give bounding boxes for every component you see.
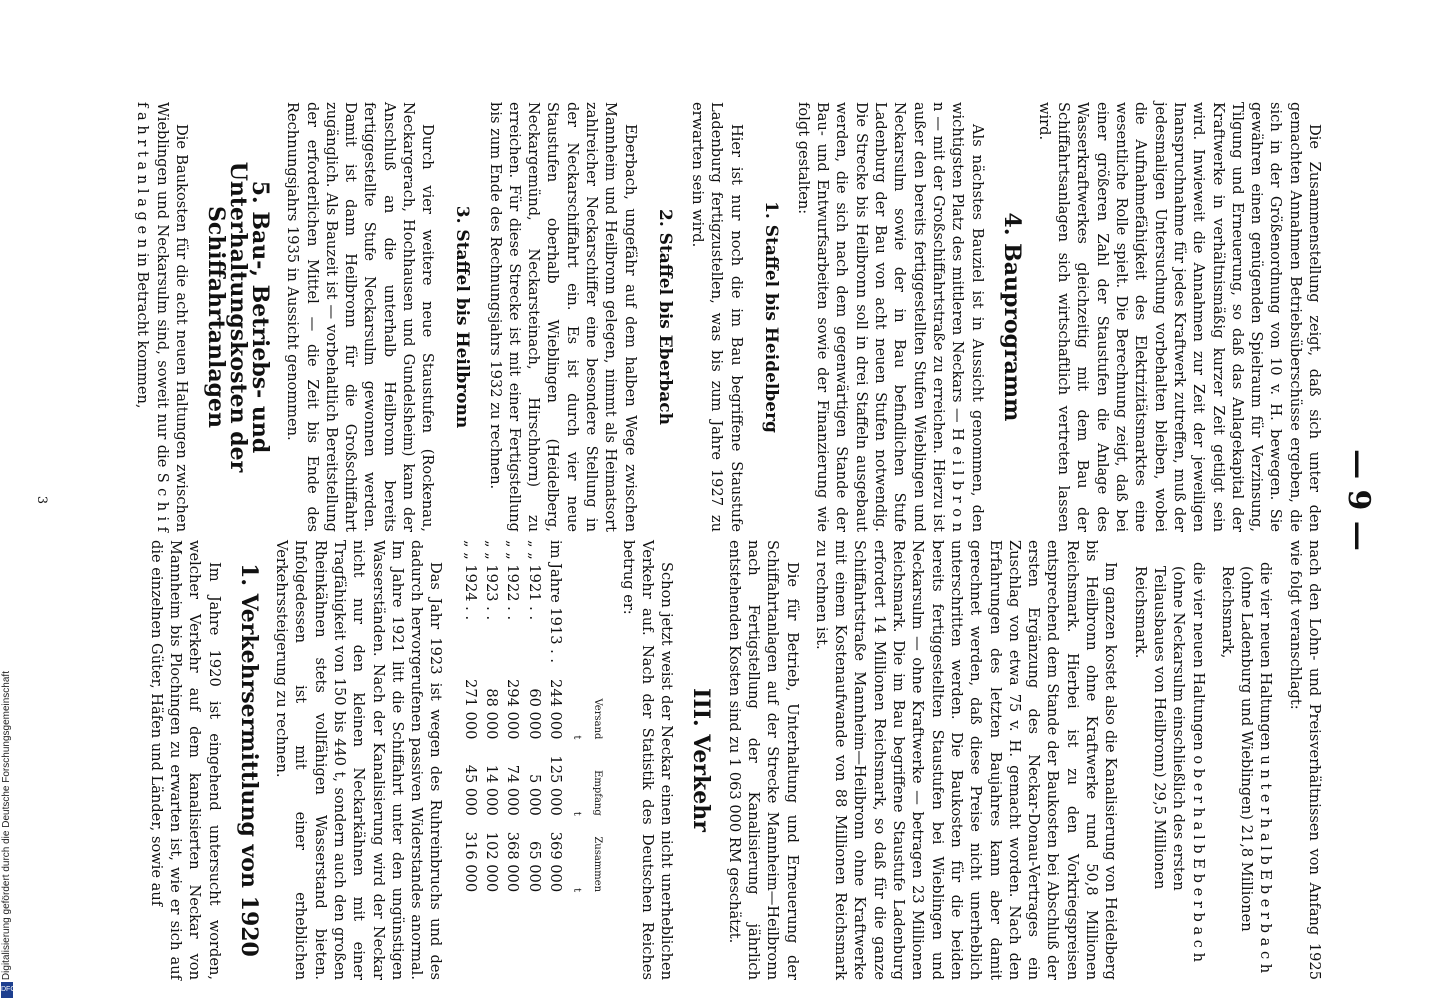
paragraph: Hier ist nur noch die im Bau begriffene Staustufe Ladenburg fertigzustellen, was bis zum Jahre 1927 zu erwarten sein wird. — [688, 102, 745, 532]
table-row — [523, 540, 544, 900]
table-cell: 316 000 — [461, 831, 479, 893]
table-header-zusammen: Zusammen — [592, 836, 604, 893]
table-unit: t — [571, 735, 583, 740]
right-column — [137, 540, 1324, 980]
table-cell: 74 000 — [504, 764, 522, 816]
table-cell: 5 000 — [525, 773, 543, 816]
table-body — [459, 540, 565, 900]
paragraph: Als nächstes Bauziel ist in Aussicht genommen, den wichtigsten Platz des mittleren Neckars — H e i l b r o n n — mit der Großschiffahrtstraße zu erreichen. Hierzu ist außer den bereits fertiggestellten Stufen Wieblingen und Neckarsulm sowie der in Bau befindlichen Stufe Ladenburg der Bau von acht neuen Stufen notwendig. Die Strecke bis Heilbronn soll in drei Staffeln ausgebaut werden, die sich nach dem gegenwärtigen Stande der Bau- und Entwurfsarbeiten sowie der Finanzierung wie folgt gestalten: — [794, 102, 986, 532]
dfg-logo-icon: DFG — [1, 982, 13, 998]
table-row — [502, 540, 523, 900]
table-cell: im Jahre 1913 . . — [546, 540, 564, 664]
table-cell: 65 000 — [525, 841, 543, 893]
table-cell: „ „ 1924 . . — [461, 540, 479, 621]
table-cell: 102 000 — [483, 831, 501, 893]
subheading-staffel-3: 3. Staffel bis Heilbronn — [452, 205, 473, 429]
table-row — [459, 540, 480, 900]
left-column — [123, 102, 1324, 532]
table-header-versand: Versand — [592, 698, 604, 740]
table-cell: „ „ 1922 . . — [504, 540, 522, 621]
digitization-note — [0, 0, 14, 1000]
table-cell: 294 000 — [504, 679, 522, 740]
table-cell: 244 000 — [546, 679, 564, 740]
paragraph: Durch vier weitere neue Staustufen (Rockenau, Neckargerach, Hochhausen und Gundelsheim) kann der Anschluß an die unterhalb Heilbronn bereits fertiggestellte Stufe Neckarsulm gewonnen werden. Damit ist dann Heilbronn für die Großschiffahrt zugänglich. Als Bauzeit ist — vorbehaltlich Bereitstellung der erforderlichen Mittel — die Zeit bis Ende des Rechnungsjahrs 1935 in Aussicht genommen. — [284, 102, 437, 532]
table-unit-row — [566, 540, 587, 900]
paragraph: Die Baukosten für die acht neuen Haltungen zwischen Wieblingen und Neckarsulm sind, soweit nur die S c h i f f a h r t a n l a g e n in Betracht kommen, — [134, 102, 190, 532]
table-cell: 125 000 — [546, 755, 564, 816]
table-cell: 88 000 — [483, 688, 501, 740]
table-cell: 60 000 — [525, 688, 543, 740]
table-cell: 45 000 — [461, 764, 479, 816]
paragraph: Schon jetzt weist der Neckar einen nicht unerheblichen Verkehr auf. Nach der Statistik des Deutschen Reiches betrug er: — [619, 540, 676, 980]
section-heading-verkehrsermittlung: 1. Verkehrsermittlung von 1920 — [235, 563, 262, 957]
table-cell: 369 000 — [546, 831, 564, 893]
table-cell: 14 000 — [483, 764, 501, 816]
subheading-staffel-1: 1. Staffel bis Heidelberg — [760, 201, 781, 433]
section-heading-verkehr: III. Verkehr — [688, 688, 715, 832]
paragraph: Eberbach, ungefähr auf dem halben Wege zwischen Mannheim und Heilbronn gelegen, nimmt als Heimatsort zahlreicher Neckarschiffer eine besondere Stellung in der Neckarschiffahrt ein. Es ist durch vier neue Staustufen oberhalb Wieblingen (Heidelberg, Neckargemünd, Neckarsteinach, Hirschhorn) zu erreichen. Für diese Strecke ist mit einer Fertigstellung bis zum Ende des Rechnungsjahrs 1932 zu rechnen. — [486, 102, 639, 532]
table-cell: 271 000 — [461, 679, 479, 740]
table-unit: t — [571, 888, 583, 893]
table-cell: „ „ 1923 . . — [483, 540, 501, 621]
table-header-row — [587, 540, 608, 900]
table-header-empfang: Empfang — [592, 770, 604, 816]
table-cell: „ „ 1921 . . — [525, 540, 543, 621]
signature-mark: 3 — [34, 495, 49, 505]
paragraph: Im Jahre 1920 ist eingehend untersucht worden, welcher Verkehr auf dem kanalisierten Neckar von Mannheim bis Plochingen zu erwarten ist, wie er sich auf die einzelnen Güter, Häfen und Länder, sowie auf — [147, 540, 223, 980]
table-unit: t — [571, 811, 583, 816]
section-heading-bauprogramm: 4. Bauprogramm — [998, 212, 1025, 422]
funding-note-text: Digitalisierung gefördert durch die Deutsche Forschungsgemeinschaft — [1, 670, 12, 980]
page-number: — 9 — — [1341, 449, 1376, 551]
list-item: die vier neuen Haltungen o b e r h a l b E b e r b a c h (ohne Neckarsulm einschließlich des ersten Teilausbaues von Heilbronn) 29,5 Millionen Reichsmark. — [1131, 562, 1207, 962]
paragraph: Das Jahr 1923 ist wegen des Ruhreinbruchs und des dadurch hervorgerufenen passiven Widerstandes anormal. Im Jahre 1921 litt die Schiffahrt unter den ungünstigen Wasserständen. Nach der Kanalisierung wird der Neckar nicht nur den kleinen Neckarkähnen mit einer Tragfähigkeit von 150 bis 440 t, sondern auch den großen Rheinkähnen stets vollfähigen Wasserstand bieten. Infolgedessen ist mit einer erheblichen Verkehrssteigerung zu rechnen. — [273, 540, 445, 980]
paragraph: Im ganzen kostet also die Kanalisierung von Heidelberg bis Heilbronn ohne Kraftwerke rund 50,8 Millionen Reichsmark. Hierbei ist zu den Vorkriegspreisen entsprechend dem Stande der Baukosten bei Abschluß der ersten Ergänzung des Neckar-Donau-Vertrages ein Zuschlag von etwa 75 v. H. gemacht worden. Nach den Erfahrungen des letzten Baujahres kann aber damit gerechnet werden, daß diese Preise nicht unerheblich unterschritten werden. Die Baukosten für die beiden bereits fertiggestellten Staustufen bei Wieblingen und Neckarsulm — ohne Kraftwerke — betragen 23 Millionen Reichsmark. Die im Bau begriffene Staustufe Ladenburg erfordert 14 Millionen Reichsmark, so daß für die ganze Schiffahrtstraße Mannheim—Heilbronn ohne Kraftwerke mit einem Kostenaufwande von 88 Millionen Reichsmark zu rechnen ist. — [812, 540, 1120, 980]
table-cell: 368 000 — [504, 831, 522, 893]
section-heading-kosten: 5. Bau-, Betriebs- und Unterhaltungskosten der Schiffahrtanlagen — [202, 161, 273, 473]
paragraph: nach den Lohn- und Preisverhältnissen von Anfang 1925 wie folgt veranschlagt: — [1286, 540, 1323, 980]
traffic-table — [459, 540, 608, 900]
list-item: die vier neuen Haltungen u n t e r h a l b E b e r b a c h (ohne Ladenburg und Wieblingen) 21,8 Millionen Reichsmark, — [1218, 562, 1275, 974]
paragraph: Die für Betrieb, Unterhaltung und Erneuerung der Schiffahrtanlagen auf der Strecke Mannheim—Heilbronn nach Fertigstellung der Kanalisierung jährlich entstehenden Kosten sind zu 1 063 000 RM geschätzt. — [725, 540, 801, 980]
table-row — [545, 540, 566, 900]
paragraph: Die Zusammenstellung zeigt, daß sich unter den gemachten Annahmen Betriebsüberschüsse ergeben, die sich in der Größenordnung von 10 v. H. bewegen. Sie gewähren einen genügenden Spielraum für Verzinsung, Tilgung und Erneuerung, so daß das Anlagekapital der Kraftwerke in verhältnismäßig kurzer Zeit getilgt sein wird. Inwieweit die Annahmen zur Zeit der jeweiligen Inanspruchnahme für jedes Kraftwerk zutreffen, muß der jedesmaligen Untersuchung vorbehalten bleiben, wobei die Aufnahmefähigkeit des Elektrizitätsmarktes eine wesentliche Rolle spielt. Die Berechnung zeigt, daß bei einer größeren Zahl der Staustufen die Anlage des Wasserkraftwerkes gleichzeitig mit dem Bau der Schiffahrtsanlagen sich wirtschaftlich vertreten lassen wird. — [1035, 102, 1323, 532]
subheading-staffel-2: 2. Staffel bis Eberbach — [654, 208, 675, 426]
table-row — [481, 540, 502, 900]
